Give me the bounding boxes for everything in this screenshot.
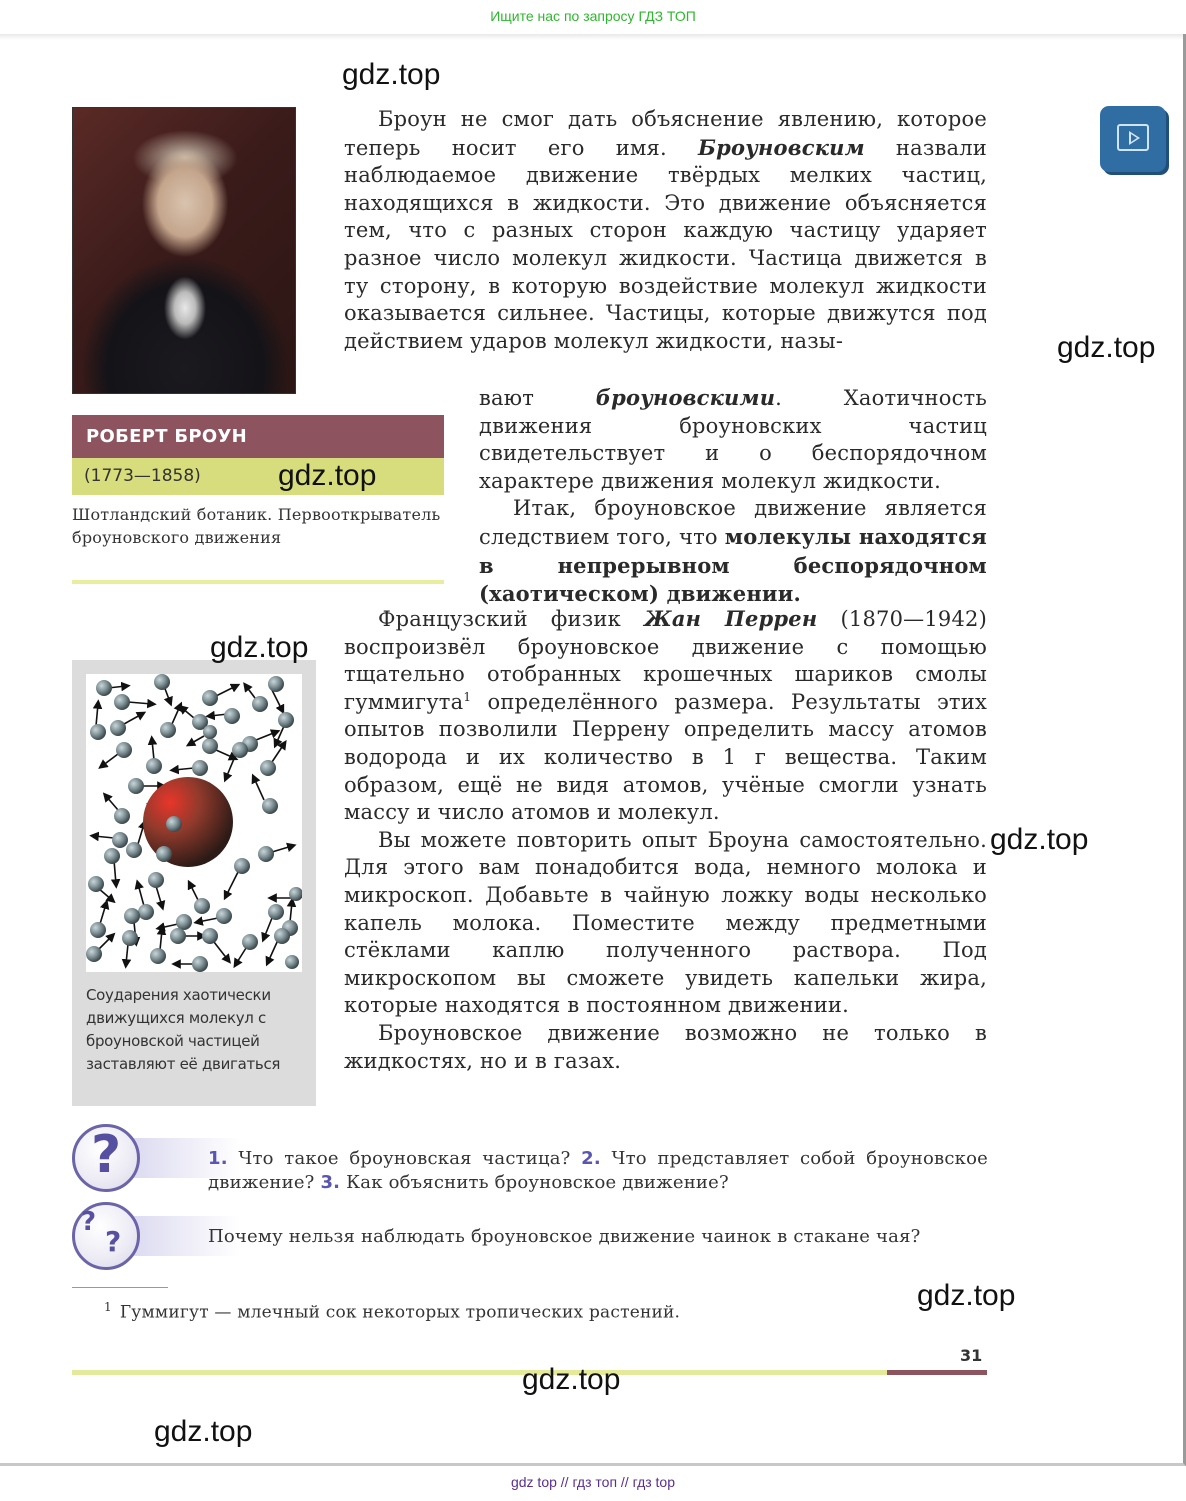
diagram-illustration <box>86 674 302 972</box>
paragraph-brown-intro: Броун не смог дать объяснение явлению, которое теперь носит его имя. Броуновским назвали наблюдаемое движение твёрдых мелких частиц, находящихся в жидкости. Это движение объясняется тем, что с разных сторон каждую частицу ударяет разное число молекул жидкости. Частица движется в ту сторону, в которую воздействие молекул жидкости оказывается сильнее. Частицы, которые движутся под действием ударов молекул жидкости, назы- <box>344 107 987 353</box>
bio-divider <box>72 580 444 584</box>
footer-rule-accent <box>887 1370 987 1375</box>
video-button[interactable] <box>1100 106 1166 172</box>
top-banner[interactable]: Ищите нас по запросу ГДЗ ТОП <box>490 8 696 24</box>
footnote-ref[interactable]: 1 <box>463 689 472 704</box>
watermark: gdz.top <box>917 1279 1016 1312</box>
paragraph-conclusion: Итак, броуновское движение является следствием того, что молекулы находятся в непрерывном беспорядочном (хаотическом) движении. <box>479 496 987 607</box>
article-body-lower <box>344 605 987 1075</box>
bottom-banner[interactable]: gdz top // гдз топ // гдз top <box>510 1474 676 1490</box>
video-play-icon <box>1117 124 1149 151</box>
bio-name: РОБЕРТ БРОУН <box>72 415 444 458</box>
watermark: gdz.top <box>522 1363 621 1396</box>
question-mark-icon: ? <box>72 1124 140 1192</box>
robert-brown-portrait <box>72 107 296 394</box>
term-brownian-particles: броуновскими <box>595 385 776 410</box>
discussion-icon: ? ? <box>72 1202 140 1270</box>
footnote-divider <box>72 1287 168 1288</box>
paragraph-perrin: Французский физик Жан Перрен (1870—1942) воспроизвёл броуновское движение с помощью тщательно отобранных крошечных шариков смолы гуммигута$^1$ определённого размера. Результаты этих опытов позволили Перрену определить массу атомов водорода и их количество в 1 г вещества. Таким образом, ещё не видя атомов, учёные смогли узнать массу и число атомов и молекул. <box>344 606 987 825</box>
brownian-diagram <box>72 660 316 1106</box>
page-number: 31 <box>960 1346 983 1365</box>
paragraph-brownian-particles: вают броуновскими. Хаотичность движения броуновских частиц свидетельствует и о беспорядочном характере движения молекул жидкости. <box>479 385 987 493</box>
diagram-caption: Соударения хаотически движущихся молекул с броуновской частицей заставляют её двигаться <box>86 986 281 1073</box>
molecules-illustration-icon <box>86 674 302 972</box>
article-body-narrow <box>479 384 987 609</box>
watermark: gdz.top <box>278 459 377 492</box>
watermark: gdz.top <box>210 631 309 664</box>
term-brownian: Броуновским <box>698 134 865 160</box>
article-body-top <box>344 106 987 355</box>
perrin-name: Жан Перрен <box>644 606 818 631</box>
bio-description: Шотландский ботаник. Первооткрыватель броуновского движения <box>72 505 441 547</box>
watermark: gdz.top <box>1057 331 1156 364</box>
footnote: $^1$ Гуммигут — млечный сок некоторых тропических растений. <box>104 1300 681 1323</box>
discussion-question: Почему нельзя наблюдать броуновское движение чаинок в стакане чая? <box>208 1226 921 1247</box>
watermark: gdz.top <box>154 1415 253 1448</box>
watermark: gdz.top <box>990 823 1089 856</box>
key-statement: молекулы находятся в непрерывном беспорядочном (хаотическом) движении. <box>479 523 987 607</box>
footer-rule <box>72 1370 887 1375</box>
review-questions: 1. Что такое броуновская частица? 2. Что представляет собой броуновское движение? 3. Как объяснить броуновское движение? <box>208 1148 988 1193</box>
bio-years: (1773—1858) <box>72 458 444 495</box>
watermark: gdz.top <box>342 58 441 91</box>
paragraph-experiment: Вы можете повторить опыт Броуна самостоятельно. Для этого вам понадобится вода, немного молока и микроскоп. Добавьте в чайную ложку воды несколько капель молока. Поместите между предметными стёклами каплю полученного раствора. Под микроскопом вы сможете увидеть капельки жира, которые находятся в постоянном движении. <box>344 827 987 1018</box>
paragraph-gases: Броуновское движение возможно не только в жидкостях, но и в газах. <box>344 1020 987 1073</box>
